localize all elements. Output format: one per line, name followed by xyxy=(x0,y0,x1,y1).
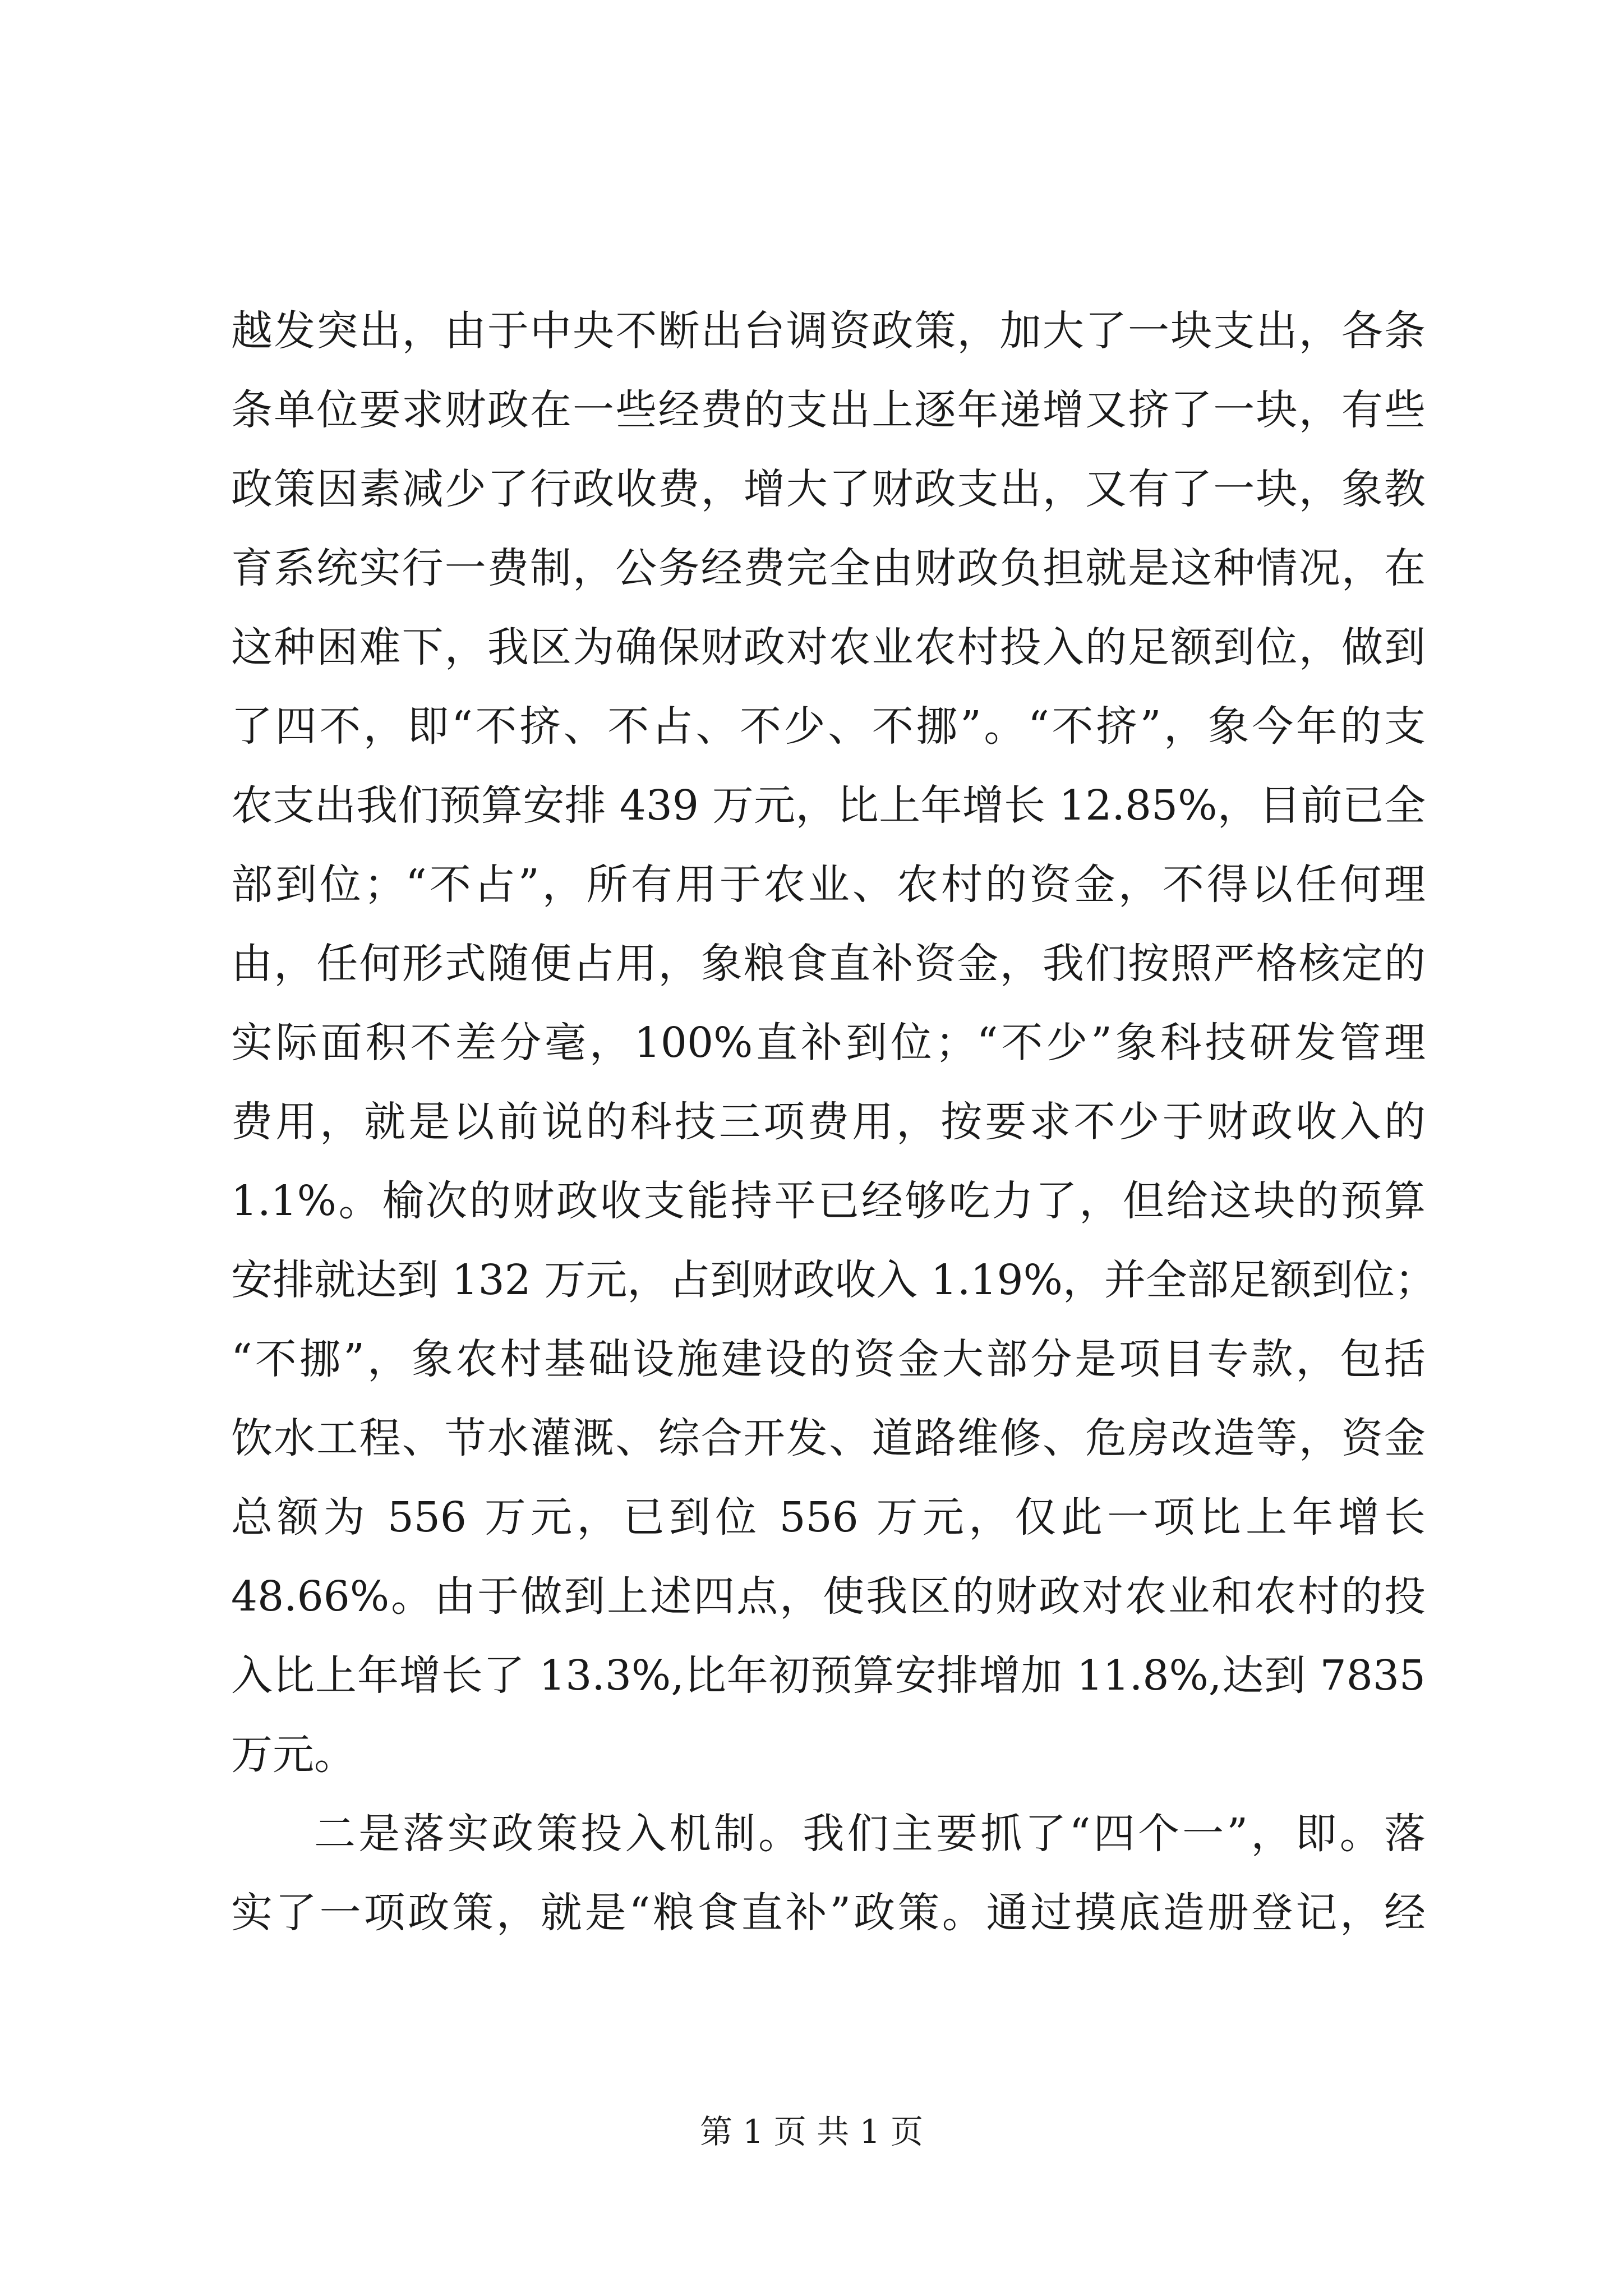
text-line-18: 入比上年增长了 13.3%,比年初预算安排增加 11.8%,达到 7835 xyxy=(231,1651,1426,1700)
text-line-5: 这种困难下，我区为确保财政对农业农村投入的足额到位，做到 xyxy=(231,623,1426,671)
text-line-20: 二是落实政策投入机制。我们主要抓了“四个一”，即。落 xyxy=(314,1810,1426,1858)
text-line-11: 费用，就是以前说的科技三项费用，按要求不少于财政收入的 xyxy=(231,1098,1426,1146)
text-line-1: 越发突出，由于中央不断出台调资政策，加大了一块支出，各条 xyxy=(231,307,1426,355)
text-line-13: 安排就达到 132 万元，占到财政收入 1.19%，并全部足额到位； xyxy=(231,1256,1436,1304)
text-line-17: 48.66%。由于做到上述四点，使我区的财政对农业和农村的投 xyxy=(231,1572,1426,1621)
text-line-14: “不挪”，象农村基础设施建设的资金大部分是项目专款，包括 xyxy=(231,1335,1426,1383)
text-line-4: 育系统实行一费制，公务经费完全由财政负担就是这种情况，在 xyxy=(231,544,1426,592)
text-line-16: 总额为 556 万元，已到位 556 万元，仅此一项比上年增长 xyxy=(231,1493,1426,1542)
text-line-8: 部到位；“不占”，所有用于农业、农村的资金，不得以任何理 xyxy=(231,861,1426,909)
text-line-19: 万元。 xyxy=(231,1731,356,1779)
text-line-7: 农支出我们预算安排 439 万元，比上年增长 12.85%，目前已全 xyxy=(231,781,1426,830)
text-line-2: 条单位要求财政在一些经费的支出上逐年递增又挤了一块，有些 xyxy=(231,386,1426,434)
page-footer: 第 1 页 共 1 页 xyxy=(700,2113,923,2151)
text-line-6: 了四不，即“不挤、不占、不少、不挪”。“不挤”，象今年的支 xyxy=(231,702,1426,751)
text-line-3: 政策因素减少了行政收费，增大了财政支出，又有了一块，象教 xyxy=(231,465,1426,513)
text-line-10: 实际面积不差分毫，100%直补到位；“不少”象科技研发管理 xyxy=(231,1019,1426,1067)
text-line-12: 1.1%。榆次的财政收支能持平已经够吃力了，但给这块的预算 xyxy=(231,1177,1426,1225)
text-line-21: 实了一项政策，就是“粮食直补”政策。通过摸底造册登记，经 xyxy=(231,1889,1426,1937)
document-body xyxy=(231,292,1436,1953)
text-line-9: 由，任何形式随便占用，象粮食直补资金，我们按照严格核定的 xyxy=(231,940,1426,988)
text-line-15: 饮水工程、节水灌溉、综合开发、道路维修、危房改造等，资金 xyxy=(231,1414,1426,1462)
